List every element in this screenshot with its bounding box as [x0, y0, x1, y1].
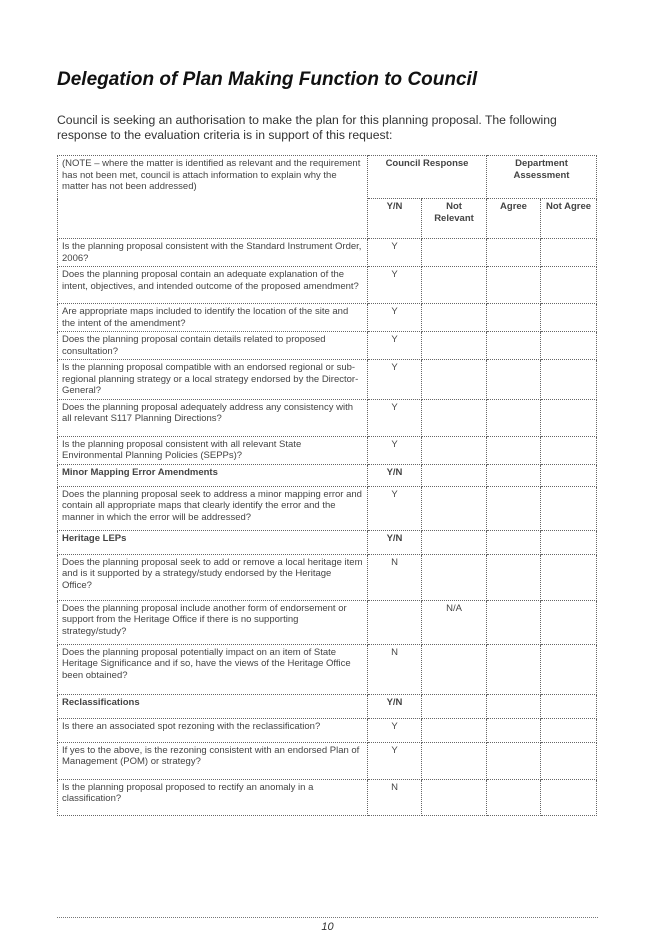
criteria-text: Does the planning proposal adequately address any consistency with all relevant S117 Planning Directions?: [58, 399, 368, 436]
criteria-row: [58, 600, 597, 644]
not-agree-cell: [541, 332, 597, 360]
not-agree-cell: [541, 304, 597, 332]
not-agree-cell: [541, 600, 597, 644]
not-relevant-cell: [422, 644, 487, 694]
section-title: Heritage LEPs: [58, 530, 368, 554]
criteria-text: Is the planning proposal proposed to rectify an anomaly in a classification?: [58, 779, 368, 815]
not-agree-cell: [541, 644, 597, 694]
not-relevant-cell: [422, 718, 487, 742]
not-agree-cell: [541, 486, 597, 530]
criteria-row: [58, 399, 597, 436]
agree-cell: [487, 267, 541, 304]
not-relevant-cell: [422, 779, 487, 815]
agree-cell: [487, 694, 541, 718]
criteria-row: [58, 304, 597, 332]
yn-cell: Y: [368, 239, 422, 267]
section-yn-label: Y/N: [368, 464, 422, 486]
not-agree-cell: [541, 530, 597, 554]
not-agree-header: Not Agree: [541, 199, 597, 239]
agree-header: Agree: [487, 199, 541, 239]
not-relevant-cell: [422, 694, 487, 718]
criteria-text: Does the planning proposal contain an adequate explanation of the intent, objectives, and intended outcome of the proposed amendment?: [58, 267, 368, 304]
criteria-text: Does the planning proposal include another form of endorsement or support from the Heritage Office if there is no supporting strategy/study?: [58, 600, 368, 644]
council-response-header: Council Response: [368, 156, 487, 199]
criteria-text: Is the planning proposal compatible with an endorsed regional or sub-regional planning strategy or a local strategy endorsed by the Director-General?: [58, 360, 368, 400]
not-relevant-cell: [422, 239, 487, 267]
agree-cell: [487, 239, 541, 267]
agree-cell: [487, 742, 541, 779]
page-footer: [57, 917, 598, 933]
yn-cell: [368, 600, 422, 644]
agree-cell: [487, 530, 541, 554]
not-relevant-cell: [422, 304, 487, 332]
agree-cell: [487, 464, 541, 486]
section-yn-label: Y/N: [368, 530, 422, 554]
criteria-row: [58, 554, 597, 600]
not-relevant-cell: [422, 332, 487, 360]
yn-cell: N: [368, 779, 422, 815]
not-agree-cell: [541, 239, 597, 267]
agree-cell: [487, 360, 541, 400]
agree-cell: [487, 779, 541, 815]
criteria-row: [58, 644, 597, 694]
not-agree-cell: [541, 436, 597, 464]
yn-cell: Y: [368, 718, 422, 742]
criteria-text: Is the planning proposal consistent with the Standard Instrument Order, 2006?: [58, 239, 368, 267]
not-relevant-cell: [422, 530, 487, 554]
section-header-row: [58, 530, 597, 554]
yn-cell: Y: [368, 486, 422, 530]
not-relevant-cell: [422, 554, 487, 600]
not-relevant-cell: [422, 742, 487, 779]
criteria-row: [58, 239, 597, 267]
not-relevant-cell: [422, 399, 487, 436]
agree-cell: [487, 486, 541, 530]
note-cell: (NOTE – where the matter is identified as relevant and the requirement has not been met, council is attach information to explain why the matter has not been addressed): [58, 156, 368, 239]
agree-cell: [487, 554, 541, 600]
yn-cell: Y: [368, 332, 422, 360]
not-agree-cell: [541, 718, 597, 742]
page-title: Delegation of Plan Making Function to Council: [57, 69, 478, 90]
criteria-text: Is there an associated spot rezoning with the reclassification?: [58, 718, 368, 742]
criteria-row: [58, 332, 597, 360]
yn-cell: Y: [368, 436, 422, 464]
agree-cell: [487, 644, 541, 694]
not-agree-cell: [541, 464, 597, 486]
yn-cell: Y: [368, 742, 422, 779]
not-relevant-cell: [422, 360, 487, 400]
not-relevant-cell: [422, 436, 487, 464]
intro-paragraph: Council is seeking an authorisation to make the plan for this planning proposal. The following response to the evaluation criteria is in support of this request:: [57, 113, 557, 142]
page-number: 10: [321, 921, 334, 933]
criteria-text: Does the planning proposal seek to add or remove a local heritage item and is it supported by a strategy/study endorsed by the Heritage Office?: [58, 554, 368, 600]
agree-cell: [487, 332, 541, 360]
yn-cell: N: [368, 644, 422, 694]
criteria-row: [58, 718, 597, 742]
agree-cell: [487, 399, 541, 436]
criteria-text: Does the planning proposal seek to address a minor mapping error and contain all appropriate maps that clearly identify the error and the manner in which the error will be addressed?: [58, 486, 368, 530]
section-header-row: [58, 694, 597, 718]
section-title: Minor Mapping Error Amendments: [58, 464, 368, 486]
criteria-row: [58, 267, 597, 304]
not-agree-cell: [541, 742, 597, 779]
agree-cell: [487, 718, 541, 742]
section-title: Reclassifications: [58, 694, 368, 718]
yn-cell: Y: [368, 360, 422, 400]
not-relevant-cell: [422, 486, 487, 530]
not-agree-cell: [541, 779, 597, 815]
agree-cell: [487, 304, 541, 332]
not-agree-cell: [541, 554, 597, 600]
not-relevant-cell: N/A: [422, 600, 487, 644]
criteria-text: Is the planning proposal consistent with all relevant State Environmental Planning Policies (SEPPs)?: [58, 436, 368, 464]
yn-cell: Y: [368, 399, 422, 436]
criteria-row: [58, 742, 597, 779]
not-agree-cell: [541, 694, 597, 718]
yn-header: Y/N: [368, 199, 422, 239]
yn-cell: N: [368, 554, 422, 600]
evaluation-criteria-table: [57, 155, 597, 816]
not-relevant-cell: [422, 464, 487, 486]
section-yn-label: Y/N: [368, 694, 422, 718]
yn-cell: Y: [368, 304, 422, 332]
section-header-row: [58, 464, 597, 486]
agree-cell: [487, 436, 541, 464]
criteria-row: [58, 360, 597, 400]
criteria-row: [58, 436, 597, 464]
criteria-text: Does the planning proposal potentially impact on an item of State Heritage Significance and if so, have the views of the Heritage Office been obtained?: [58, 644, 368, 694]
not-relevant-header: Not Relevant: [422, 199, 487, 239]
criteria-text: If yes to the above, is the rezoning consistent with an endorsed Plan of Management (POM) or strategy?: [58, 742, 368, 779]
not-agree-cell: [541, 360, 597, 400]
department-assessment-header: Department Assessment: [487, 156, 597, 199]
agree-cell: [487, 600, 541, 644]
not-agree-cell: [541, 267, 597, 304]
criteria-row: [58, 486, 597, 530]
criteria-text: Are appropriate maps included to identify the location of the site and the intent of the amendment?: [58, 304, 368, 332]
criteria-text: Does the planning proposal contain details related to proposed consultation?: [58, 332, 368, 360]
not-relevant-cell: [422, 267, 487, 304]
criteria-row: [58, 779, 597, 815]
not-agree-cell: [541, 399, 597, 436]
yn-cell: Y: [368, 267, 422, 304]
